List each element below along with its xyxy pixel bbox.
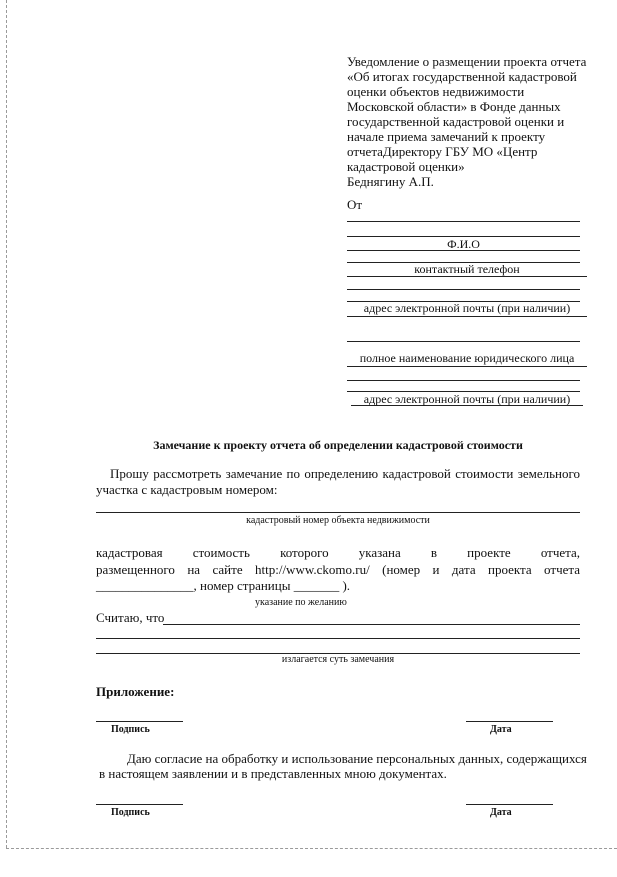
org-line bbox=[347, 366, 587, 367]
header-line: кадастровой оценки» bbox=[347, 159, 465, 174]
optional-caption: указание по желанию bbox=[255, 597, 347, 608]
page-edge-left bbox=[6, 0, 7, 848]
date-label: Дата bbox=[490, 724, 512, 735]
cost-line-2: размещенного на сайте http://www.ckomo.ru/ (номер и дата проекта отчета bbox=[96, 562, 580, 577]
signature-label: Подпись bbox=[111, 724, 150, 735]
org-caption: полное наименование юридического лица bbox=[359, 351, 575, 365]
email2-caption: адрес электронной почты (при наличии) bbox=[363, 392, 571, 406]
date-line bbox=[466, 721, 553, 722]
applicant-line bbox=[347, 289, 580, 290]
date-line bbox=[466, 804, 553, 805]
cost-line-1: кадастровая стоимость которого указана в проекте отчета, bbox=[96, 545, 580, 560]
document-title: Замечание к проекту отчета об определении кадастровой стоимости bbox=[153, 438, 523, 452]
signature-label: Подпись bbox=[111, 807, 150, 818]
header-line: оценки объектов недвижимости bbox=[347, 84, 525, 99]
header-line: «Об итогах государственной кадастровой bbox=[347, 69, 577, 84]
phone-caption: контактный телефон bbox=[414, 262, 520, 276]
request-line-1: Прошу рассмотреть замечание по определению кадастровой стоимости земельного bbox=[110, 466, 580, 481]
cadastral-caption: кадастровый номер объекта недвижимости bbox=[246, 515, 430, 526]
date-label: Дата bbox=[490, 807, 512, 818]
header-line: Беднягину А.П. bbox=[347, 174, 434, 189]
signature-line bbox=[96, 804, 183, 805]
from-label: От bbox=[347, 197, 363, 212]
header-line: Уведомление о размещении проекта отчета bbox=[347, 54, 587, 69]
header-line: государственной кадастровой оценки и bbox=[347, 114, 565, 129]
consider-label: Считаю, что bbox=[96, 610, 165, 625]
request-line-2: участка с кадастровым номером: bbox=[96, 482, 278, 497]
header-line: отчетаДиректору ГБУ МО «Центр bbox=[347, 144, 538, 159]
applicant-line bbox=[347, 380, 580, 381]
essence-line bbox=[96, 638, 580, 639]
cadastral-number-line bbox=[96, 512, 580, 513]
cost-line-3: _______________, номер страницы _______ ). bbox=[96, 578, 351, 593]
header-line: Московской области» в Фонде данных bbox=[347, 99, 561, 114]
page-edge-bottom bbox=[6, 848, 617, 849]
addressee-block bbox=[347, 54, 597, 189]
signature-line bbox=[96, 721, 183, 722]
fio-caption: Ф.И.О bbox=[447, 237, 480, 251]
attachment-label: Приложение: bbox=[96, 684, 175, 699]
header-line: начале приема замечаний к проекту bbox=[347, 129, 546, 144]
email-caption: адрес электронной почты (при наличии) bbox=[363, 301, 571, 315]
applicant-line bbox=[347, 341, 580, 342]
applicant-line bbox=[347, 221, 580, 222]
consent-line-2: в настоящем заявлении и в представленных мною документах. bbox=[99, 766, 447, 781]
email-line bbox=[347, 316, 587, 317]
consent-line-1: Даю согласие на обработку и использование персональных данных, содержащихся bbox=[127, 751, 587, 766]
essence-caption: излагается суть замечания bbox=[281, 654, 395, 665]
essence-line bbox=[163, 624, 580, 625]
